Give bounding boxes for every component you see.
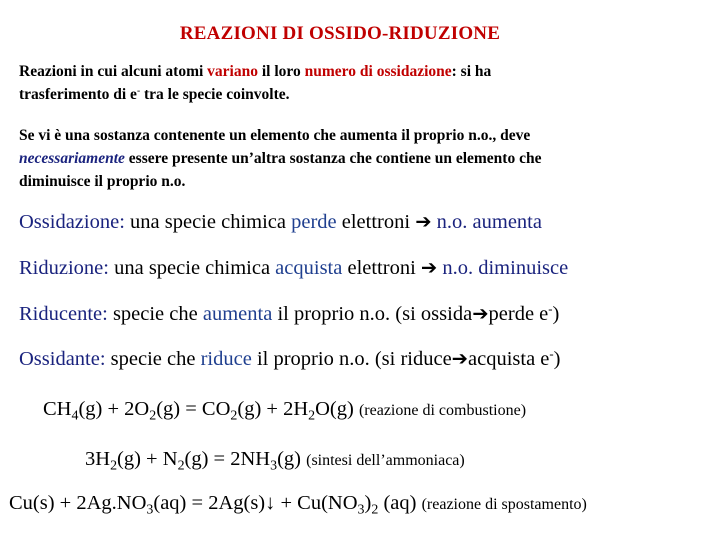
subscript: 2 (177, 458, 185, 474)
text: ) (553, 348, 561, 370)
right-arrow-icon: ➔ (472, 304, 489, 325)
term: Ossidazione: (19, 211, 125, 233)
definition-riducente (19, 302, 559, 326)
rx-text: ) (364, 492, 372, 514)
rx-note: (reazione di spostamento) (421, 496, 587, 513)
text: elettroni (342, 257, 421, 279)
page-title: REAZIONI DI OSSIDO-RIDUZIONE (179, 23, 501, 44)
subscript: 2 (149, 408, 157, 424)
keyword: aumenta (202, 303, 273, 325)
rx-text: Cu(s) + 2Ag.NO (9, 492, 147, 514)
rx-text: CH (43, 398, 72, 420)
reaction-spostamento (9, 492, 587, 518)
subscript: 3 (146, 502, 154, 518)
intro-paragraph (19, 60, 491, 106)
right-arrow-icon: ➔ (415, 212, 432, 233)
highlight-variano: variano (207, 63, 258, 80)
text: essere presente un’altra sostanza che contiene un elemento che (124, 150, 542, 167)
rx-text: (g) + 2H (237, 398, 309, 420)
text: perde e (488, 303, 549, 325)
right-arrow-icon: ➔ (451, 349, 468, 370)
rx-text: (g) = 2NH (184, 448, 271, 470)
second-paragraph (19, 124, 541, 193)
reaction-sintesi-ammoniaca (85, 448, 465, 474)
rx-text: (aq) (378, 492, 422, 514)
keyword: perde (291, 211, 337, 233)
text: una specie chimica (124, 211, 292, 233)
text: tra le specie coinvolte. (140, 86, 290, 103)
result: n.o. diminuisce (442, 257, 569, 279)
result: n.o. aumenta (436, 211, 542, 233)
subscript: 3 (270, 458, 278, 474)
reaction-combustione (43, 398, 527, 424)
subscript: 3 (357, 502, 365, 518)
text: elettroni (336, 211, 416, 233)
text: specie che (107, 303, 203, 325)
subscript: 2 (371, 502, 379, 518)
right-arrow-icon: ➔ (420, 258, 438, 279)
text: il proprio n.o. (si riduce (251, 348, 452, 370)
subscript: 4 (71, 408, 79, 424)
text: il proprio n.o. (si ossida (272, 303, 473, 325)
highlight-numero-ossidazione: numero di ossidazione (304, 63, 452, 80)
highlight-necessariamente: necessariamente (19, 150, 125, 167)
text: : si ha (451, 63, 492, 80)
rx-text: O(g) (315, 398, 359, 420)
text: Reazioni in cui alcuni atomi (19, 63, 208, 80)
text: una specie chimica (108, 257, 276, 279)
rx-text: (g) + 2O (78, 398, 150, 420)
rx-note: (reazione di combustione) (358, 402, 527, 419)
superscript: - (136, 85, 141, 97)
text: il loro (257, 63, 305, 80)
text: Se vi è una sostanza contenente un elemento che aumenta il proprio n.o., deve (19, 127, 531, 144)
term: Ossidante: (19, 348, 106, 370)
rx-text: (g) = CO (156, 398, 231, 420)
rx-text: (g) (277, 448, 307, 470)
subscript: 2 (230, 408, 238, 424)
rx-text: (g) + N (117, 448, 178, 470)
text: specie che (105, 348, 201, 370)
keyword: riduce (200, 348, 252, 370)
superscript: - (549, 347, 554, 362)
rx-note: (sintesi dell’ammoniaca) (306, 452, 465, 469)
text: trasferimento di e (19, 86, 137, 103)
subscript: 2 (110, 458, 118, 474)
keyword: acquista (275, 257, 343, 279)
term: Riduzione: (19, 257, 109, 279)
superscript: - (548, 302, 553, 317)
text: diminuisce il proprio n.o. (19, 173, 186, 190)
rx-text: 3H (85, 448, 111, 470)
definition-ossidazione (19, 210, 542, 234)
term: Riducente: (19, 303, 108, 325)
text: ) (552, 303, 560, 325)
down-arrow-icon: ↓ (265, 492, 276, 514)
definition-ossidante (19, 347, 560, 371)
definition-riduzione (19, 256, 568, 280)
text: acquista e (468, 348, 550, 370)
subscript: 2 (308, 408, 316, 424)
rx-text: (aq) = 2Ag(s) (153, 492, 266, 514)
rx-text: + Cu(NO (275, 492, 358, 514)
